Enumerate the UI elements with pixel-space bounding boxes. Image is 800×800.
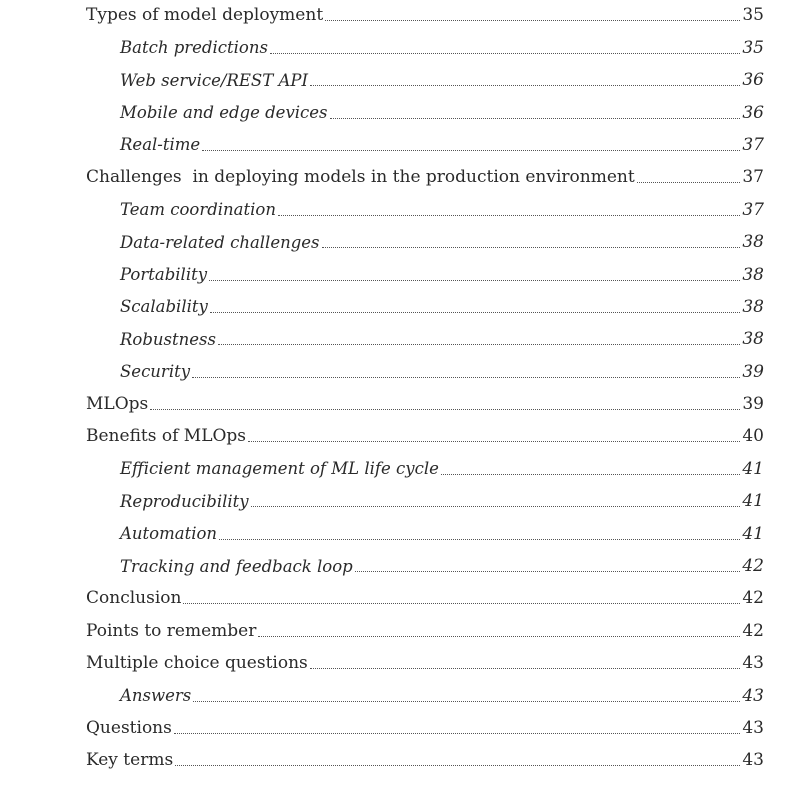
toc-entry-title: Mobile and edge devices	[120, 103, 328, 123]
toc-entry-page: 42	[742, 588, 764, 609]
dot-leader	[175, 765, 740, 766]
toc-entry-title: Reproducibility	[120, 491, 249, 511]
toc-entry-key-terms[interactable]	[86, 745, 764, 777]
toc-entry-page: 36	[742, 70, 764, 91]
toc-entry-scalability[interactable]	[86, 292, 764, 324]
toc-entry-title: Points to remember	[86, 620, 257, 641]
toc-entry-mobile-and-edge-devices[interactable]	[86, 97, 764, 129]
dot-leader	[330, 118, 741, 119]
toc-entry-title: Questions	[86, 717, 172, 738]
toc-entry-title: Data-related challenges	[120, 232, 320, 252]
toc-entry-benefits-of-mlops[interactable]	[86, 421, 764, 453]
dot-leader	[202, 150, 740, 151]
toc-entry-tracking-and-feedback-loop[interactable]	[86, 551, 764, 583]
dot-leader	[193, 701, 740, 702]
toc-entry-title: Automation	[120, 524, 218, 544]
toc-entry-conclusion[interactable]	[86, 583, 764, 615]
toc-entry-title: Web service/REST API	[120, 70, 309, 90]
toc-entry-page: 35	[742, 5, 764, 26]
dot-leader	[183, 603, 740, 604]
dot-leader	[270, 53, 740, 54]
dot-leader	[441, 474, 740, 475]
toc-entry-answers[interactable]	[86, 680, 764, 712]
toc-entry-team-coordination[interactable]	[86, 194, 764, 226]
toc-entry-page: 42	[742, 556, 764, 577]
dot-leader	[150, 409, 740, 410]
toc-entry-title: Robustness	[120, 329, 216, 349]
toc-entry-security[interactable]	[86, 356, 764, 388]
toc-entry-page: 35	[742, 37, 764, 58]
toc-entry-title: Tracking and feedback loop	[120, 556, 353, 576]
toc-entry-title: Batch predictions	[120, 38, 268, 58]
toc-entry-batch-predictions[interactable]	[86, 32, 764, 64]
dot-leader	[325, 20, 740, 21]
toc-entry-page: 43	[742, 750, 764, 771]
toc-entry-automation[interactable]	[86, 518, 764, 550]
toc-entry-points-to-remember[interactable]	[86, 615, 764, 647]
dot-leader	[310, 668, 741, 669]
toc-entry-robustness[interactable]	[86, 324, 764, 356]
dot-leader	[637, 182, 741, 183]
toc-entry-page: 40	[742, 426, 764, 447]
dot-leader	[258, 636, 740, 637]
toc-entry-real-time[interactable]	[86, 130, 764, 162]
toc-entry-title: Types of model deployment	[86, 5, 324, 26]
toc-entry-page: 43	[742, 653, 764, 674]
toc-entry-title: Conclusion	[86, 588, 182, 609]
toc-entry-page: 37	[742, 134, 764, 155]
table-of-contents	[86, 0, 764, 777]
toc-entry-title: Benefits of MLOps	[86, 426, 247, 447]
toc-entry-page: 39	[742, 394, 764, 415]
toc-entry-page: 41	[742, 491, 764, 512]
dot-leader	[355, 571, 741, 572]
toc-entry-title: Answers	[120, 686, 192, 706]
toc-entry-page: 38	[742, 329, 764, 350]
dot-leader	[209, 280, 740, 281]
toc-entry-portability[interactable]	[86, 259, 764, 291]
dot-leader	[210, 312, 741, 313]
toc-entry-page: 36	[742, 102, 764, 123]
toc-entry-title: Team coordination	[120, 200, 276, 220]
toc-entry-reproducibility[interactable]	[86, 486, 764, 518]
toc-entry-page: 38	[742, 264, 764, 285]
dot-leader	[218, 344, 740, 345]
toc-entry-multiple-choice-questions[interactable]	[86, 648, 764, 680]
toc-entry-title: Portability	[120, 265, 208, 285]
toc-entry-title: Real-time	[120, 135, 201, 155]
toc-entry-title: Security	[120, 362, 191, 382]
toc-entry-page: 38	[742, 296, 764, 317]
toc-entry-challenges[interactable]	[86, 162, 764, 194]
toc-entry-title: MLOps	[86, 394, 149, 415]
dot-leader	[174, 733, 741, 734]
dot-leader	[322, 247, 741, 248]
dot-leader	[192, 377, 740, 378]
toc-entry-page: 43	[742, 685, 764, 706]
toc-entry-page: 41	[742, 458, 764, 479]
toc-entry-page: 38	[742, 232, 764, 253]
dot-leader	[278, 215, 740, 216]
toc-entry-mlops[interactable]	[86, 389, 764, 421]
toc-entry-page: 43	[742, 717, 764, 738]
toc-entry-page: 37	[742, 167, 764, 188]
toc-entry-page: 37	[742, 199, 764, 220]
toc-entry-page: 42	[742, 620, 764, 641]
toc-entry-page: 39	[742, 361, 764, 382]
toc-entry-types-of-model-deployment[interactable]	[86, 0, 764, 32]
toc-entry-title: Scalability	[120, 297, 208, 317]
toc-entry-page: 41	[742, 523, 764, 544]
toc-entry-title: Challenges in deploying models in the production environment	[86, 167, 635, 188]
dot-leader	[248, 441, 740, 442]
toc-entry-data-related-challenges[interactable]	[86, 227, 764, 259]
toc-entry-title: Key terms	[86, 750, 174, 771]
dot-leader	[310, 85, 740, 86]
toc-entry-questions[interactable]	[86, 713, 764, 745]
toc-entry-title: Efficient management of ML life cycle	[120, 459, 439, 479]
toc-entry-web-service-rest-api[interactable]	[86, 65, 764, 97]
dot-leader	[219, 539, 740, 540]
dot-leader	[251, 506, 741, 507]
toc-entry-efficient-management[interactable]	[86, 453, 764, 485]
toc-entry-title: Multiple choice questions	[86, 653, 308, 674]
